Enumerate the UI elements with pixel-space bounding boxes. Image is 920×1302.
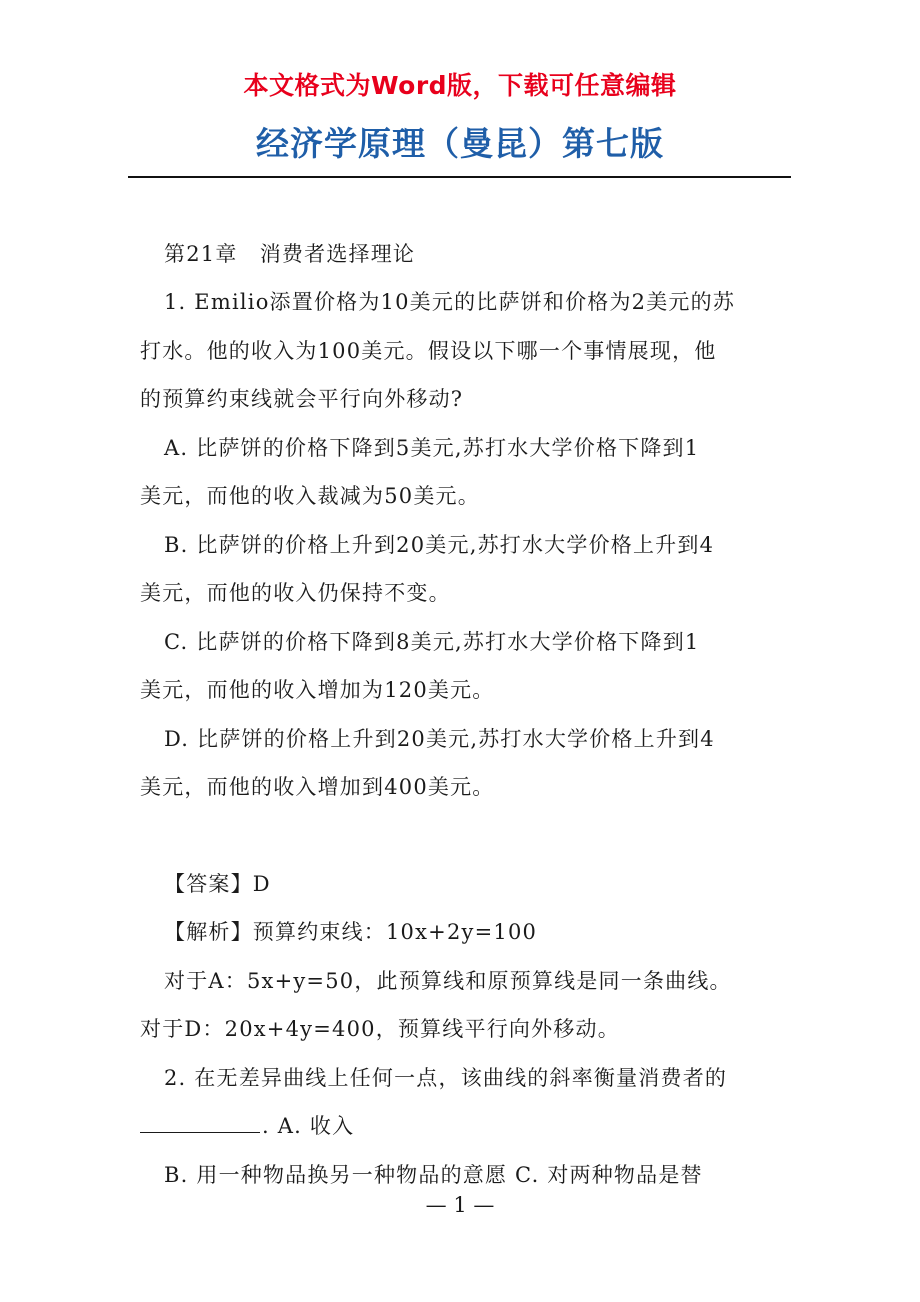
chapter-heading: 第21章 消费者选择理论 [164,242,416,266]
question-2-stem-line-3: B. 用一种物品换另一种物品的意愿 C. 对两种物品是替 [164,1163,703,1187]
analysis-line: 【解析】预算约束线：10x+2y=100 [164,920,538,944]
question-1-stem-line-3: 的预算约束线就会平行向外移动? [140,387,464,411]
question-1-stem-line-1: 1. Emilio添置价格为10美元的比萨饼和价格为2美元的苏 [164,290,736,314]
page-number: — 1 — [425,1193,495,1217]
analysis-option-a: 对于A：5x+y=50，此预算线和原预算线是同一条曲线。 [164,969,732,993]
question-1-option-d-line-2: 美元，而他的收入增加到400美元。 [140,775,495,799]
question-1-option-b-line-2: 美元，而他的收入仍保持不变。 [140,581,451,605]
question-1-stem-line-2: 打水。他的收入为100美元。假设以下哪一个事情展现，他 [140,339,717,363]
answer-label: 【答案】D [164,872,271,896]
question-1-option-c-line-1: C. 比萨饼的价格下降到8美元,苏打水大学价格下降到1 [164,630,700,654]
analysis-option-d: 对于D：20x+4y=400，预算线平行向外移动。 [140,1017,620,1041]
download-banner: 本文格式为Word版，下载可任意编辑 [243,71,677,100]
document-title: 经济学原理（曼昆）第七版 [256,124,664,163]
fill-in-blank [140,1106,260,1133]
question-1-option-a-line-1: A. 比萨饼的价格下降到5美元,苏打水大学价格下降到1 [164,436,700,460]
question-1-option-a-line-2: 美元，而他的收入裁减为50美元。 [140,484,480,508]
question-2-option-a: . A. 收入 [262,1114,355,1138]
question-2-stem-line-2 [140,1102,354,1151]
title-divider [128,176,791,178]
question-1-option-b-line-1: B. 比萨饼的价格上升到20美元,苏打水大学价格上升到4 [164,533,715,557]
question-1-option-c-line-2: 美元，而他的收入增加为120美元。 [140,678,495,702]
question-1-option-d-line-1: D. 比萨饼的价格上升到20美元,苏打水大学价格上升到4 [164,727,715,751]
question-2-stem-line-1: 2. 在无差异曲线上任何一点，该曲线的斜率衡量消费者的 [164,1066,728,1090]
